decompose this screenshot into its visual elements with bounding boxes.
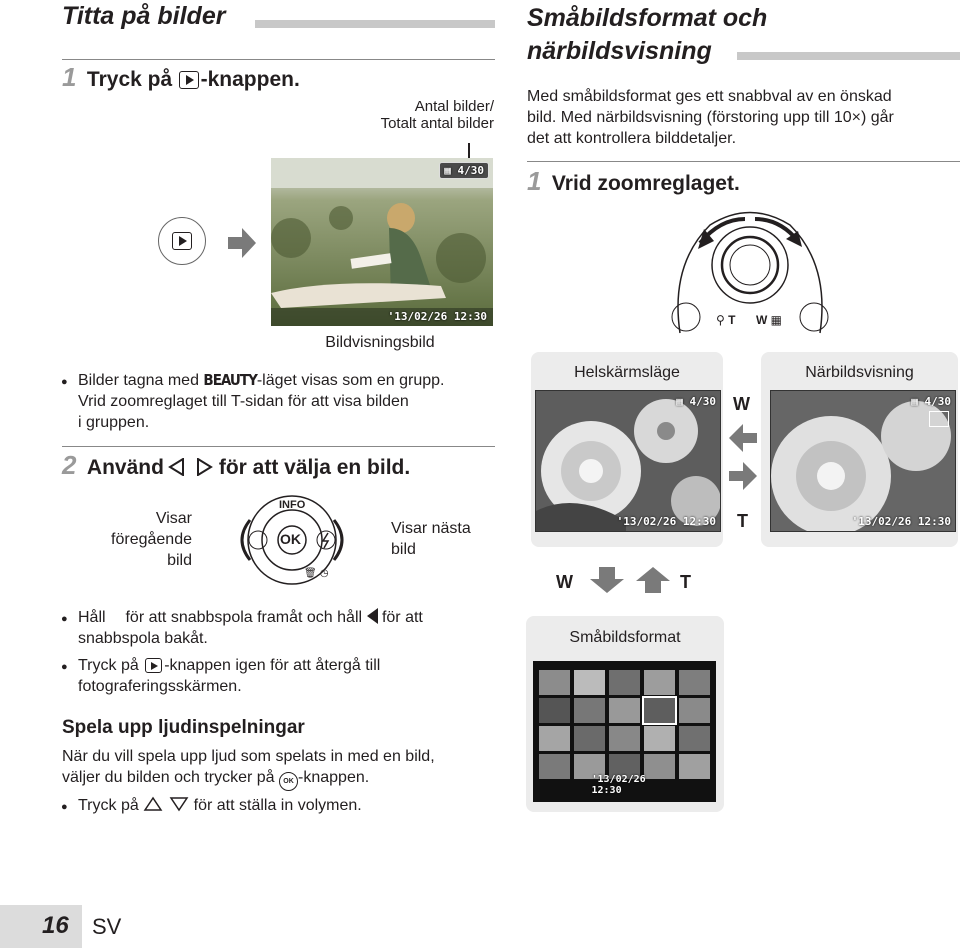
zoom-position-indicator	[929, 411, 949, 427]
ok-button-icon: OK	[280, 531, 301, 547]
text: Vrid zoomreglaget till T-sidan för att visa bilden	[78, 393, 409, 410]
step-text: för att välja en bild.	[218, 456, 411, 479]
arrow-up-icon	[636, 567, 670, 593]
section-title-right	[527, 2, 767, 68]
text: När du vill spela upp ljud som spelats in med en bild,	[62, 748, 435, 765]
index-screen	[533, 661, 716, 802]
zoom-lever-illustration	[670, 205, 830, 335]
bullet-beauty	[78, 370, 498, 433]
text: Tryck på	[78, 657, 139, 674]
dial-info-label: INFO	[279, 499, 306, 511]
text: Med småbildsformat ges ett snabbval av en önskad	[527, 88, 892, 105]
zoom-w-label: W ▦	[756, 313, 782, 327]
image-datetime: '13/02/26 12:30	[387, 310, 487, 323]
divider	[62, 446, 495, 447]
text: det att kontrollera bilddetaljer.	[527, 130, 737, 147]
image-datetime: '13/02/26 12:30	[591, 774, 646, 796]
step-number: 1	[62, 62, 77, 92]
beauty-mode-icon: BEAUTY	[203, 371, 257, 389]
text: Håll	[78, 609, 106, 626]
title-line: Småbildsformat och	[527, 4, 768, 32]
label-line: Totalt antal bilder	[380, 115, 494, 132]
image-counter: ▦ 4/30	[676, 395, 716, 408]
image-datetime: '13/02/26 12:30	[616, 515, 716, 528]
label-line: Antal bilder/	[414, 98, 494, 115]
w-label: W	[733, 394, 750, 414]
step-2-select	[62, 450, 410, 481]
t-text: T	[728, 313, 736, 327]
closeup-screen	[770, 390, 956, 532]
text: snabbspola bakåt.	[78, 630, 208, 647]
text: för att	[381, 609, 423, 626]
left-right-arrows-icon	[168, 458, 214, 476]
zoom-t-label: ⚲ T	[716, 313, 736, 327]
arrow-right-icon	[228, 228, 258, 258]
text: för att snabbspola framåt och håll	[125, 609, 363, 626]
fullscreen-label: Helskärmsläge	[574, 364, 680, 381]
step-number: 2	[62, 450, 77, 480]
w-label-bottom: W	[556, 572, 573, 592]
photo-flowers-zoomed	[771, 391, 955, 531]
bullet-press	[78, 655, 508, 697]
photo-girl-reading	[271, 158, 493, 326]
fullscreen-screen	[535, 390, 721, 532]
title-rule	[737, 52, 960, 60]
arrow-down-icon	[590, 567, 624, 593]
text: väljer du bilden och trycker på	[62, 769, 275, 786]
callout-line	[468, 143, 470, 159]
t-label: T	[737, 511, 748, 531]
photo-flowers	[536, 391, 720, 531]
audio-title: Spela upp ljudinspelningar	[62, 717, 305, 738]
playback-screen	[271, 158, 493, 326]
left-arrow-icon	[367, 608, 378, 624]
step-text: -knappen.	[200, 68, 300, 91]
text: -läget visas som en grupp.	[256, 372, 445, 389]
text: bild. Med närbildsvisning (förstoring upp till 10×) går	[527, 109, 894, 126]
divider	[62, 59, 495, 60]
label-line: Visar	[155, 510, 192, 527]
counter-text: 4/30	[924, 395, 951, 408]
title-line: närbildsvisning	[527, 37, 712, 65]
step-1-playback	[62, 62, 300, 93]
text: Bilder tagna med	[78, 372, 199, 389]
step-text: Använd	[86, 456, 164, 479]
playback-button-icon	[145, 658, 162, 673]
text: i gruppen.	[78, 414, 150, 431]
language-code: SV	[92, 914, 122, 939]
playback-button-icon	[179, 71, 199, 89]
page-number-tab	[0, 905, 82, 948]
image-counter: ▦ 4/30	[439, 162, 489, 179]
counter-text: 4/30	[689, 395, 716, 408]
up-down-arrows-icon	[143, 796, 189, 812]
arrow-left-icon	[729, 424, 757, 452]
ok-button-icon: OK	[279, 772, 298, 791]
screen-caption: Bildvisningsbild	[325, 334, 435, 351]
text: Tryck på	[78, 797, 139, 814]
title-rule	[255, 20, 495, 28]
intro-text	[527, 86, 959, 149]
count-label	[381, 98, 494, 132]
label-line: Visar nästa	[391, 520, 471, 537]
bullet-volume	[78, 795, 508, 816]
next-label	[391, 518, 471, 560]
image-counter: ▦ 4/30	[911, 395, 951, 408]
image-datetime: '13/02/26 12:30	[851, 515, 951, 528]
label-line: bild	[167, 552, 192, 569]
prev-label	[90, 508, 192, 571]
svg-text:🗑 ◷: 🗑 ◷	[304, 568, 329, 579]
divider	[527, 161, 960, 162]
playback-icon	[172, 232, 192, 250]
step-1-zoom	[527, 166, 740, 197]
label-line: bild	[391, 541, 416, 558]
step-text: Vrid zoomreglaget.	[551, 172, 740, 195]
counter-text: 4/30	[457, 164, 484, 177]
section-title: Titta på bilder	[62, 2, 226, 30]
text: fotograferingsskärmen.	[78, 678, 242, 695]
audio-text	[62, 746, 502, 791]
arrow-right-icon	[729, 462, 757, 490]
closeup-label: Närbildsvisning	[805, 364, 914, 381]
t-label-bottom: T	[680, 572, 691, 592]
text: -knappen igen för att återgå till	[164, 657, 381, 674]
label-line: föregående	[111, 531, 192, 548]
text: för att ställa in volymen.	[193, 797, 362, 814]
step-text: Tryck på	[86, 68, 173, 91]
page-number: 16	[42, 912, 69, 939]
w-text: W	[756, 313, 768, 327]
right-arrow-icon	[110, 608, 121, 624]
playback-button-illustration	[158, 217, 206, 265]
step-number: 1	[527, 166, 542, 196]
bullet-hold	[78, 607, 508, 649]
index-label: Småbildsformat	[569, 629, 681, 646]
text: -knappen.	[298, 769, 370, 786]
